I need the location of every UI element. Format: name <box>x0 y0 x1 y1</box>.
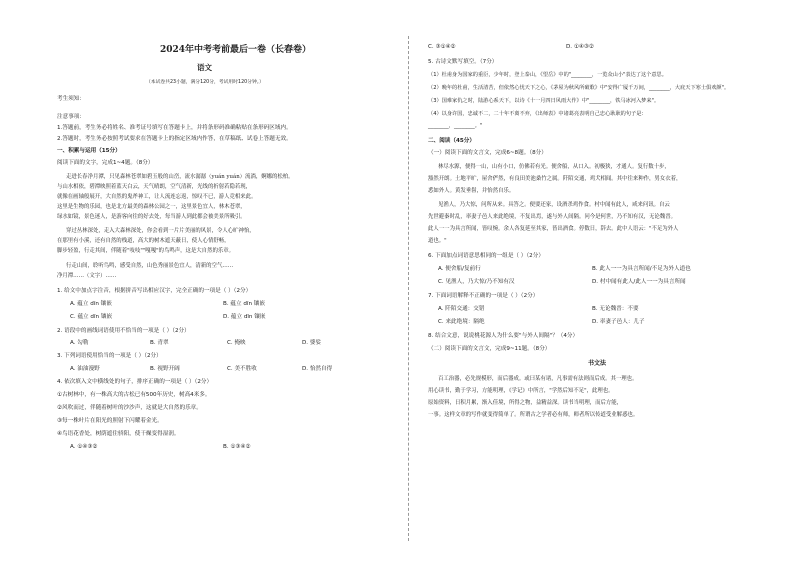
passage-line: 穿过丛林深处，走入大森林深处，你会看到一片片美丽的风景，令人心旷神怡， <box>66 228 255 234</box>
essay-line: 百工治器，必先规模形，而后器成。或曰某有诸，凡事需有法则而后成。其一理也。 <box>438 376 638 382</box>
q2-option-b[interactable]: B. 青翠 <box>150 340 169 346</box>
q4-option-c[interactable]: C. ③①④② <box>428 44 456 50</box>
passage-line: 就像在画轴般展开，大自然的鬼斧神工，让人流连忘返，惊叹不已，游人竞相来此。 <box>57 194 257 200</box>
essay-title: 书文法 <box>588 360 607 367</box>
q2-option-a[interactable]: A. 勾勒 <box>70 340 89 346</box>
essay-line: 一事。这样文章的写作就变得简单了。所谓古之学者必有师，师者所以传道受业解惑也。 <box>428 412 639 418</box>
q7-option-b[interactable]: B. 无论魏晋：不要 <box>592 306 639 312</box>
question-6: 6. 下面加点词语意思相同的一组是（ ）（2分） <box>428 253 544 259</box>
passage-line: 绿水如镜，景色迷人，是游客向往的好去处，每当游人到此都会被美景所吸引。 <box>57 214 246 220</box>
q6-option-b[interactable]: B. 此人一一为具言所闻/不足为外人道也 <box>592 266 691 272</box>
reading-1-intro: （一）阅读下面的文言文，完成6~8题。（8分） <box>428 150 547 156</box>
classical-line: 豁然开朗。土地平旷，屋舍俨然，有良田美池桑竹之属。阡陌交通，鸡犬相闻。其中往来种作，男女衣着， <box>428 176 682 182</box>
q4-sentence-4: ④鸟语花香处，树荫遮住骄阳，使干燥变得湿润。 <box>57 431 180 437</box>
q6-option-c[interactable]: C. 见渔人，乃大惊/乃不知有汉 <box>438 279 515 285</box>
reading-intro: 阅读下面的文字，完成1~4题。（8分） <box>57 160 154 166</box>
classical-line: 见渔人，乃大惊，问所从来。具答之。便要还家，设酒杀鸡作食。村中闻有此人，咸来问讯。自云 <box>438 202 670 208</box>
question-1: 1. 给文中加点字注音，根据拼音写出相应汉字，完全正确的一项是（ ）（2分） <box>57 288 252 294</box>
q6-option-d[interactable]: D. 村中闻有此人/此人一一为具言所闻 <box>592 279 686 285</box>
essay-line: 原始资料，日积月累，渐入佳境，所得之物，益精益深。读书当明理，而后方能， <box>428 400 623 406</box>
classical-line: 悉如外人。黄发垂髫，并怡然自乐。 <box>428 188 515 194</box>
q4-sentence-1: ①古树林中，有一株高大的古松已有500年历史，树高4米多。 <box>57 392 211 398</box>
classical-line: 林尽水源，便得一山，山有小口，仿佛若有光。便舍船，从口入。初极狭，才通人。复行数十步， <box>438 164 670 170</box>
question-4: 4. 依次填入文中横线处的句子，排序正确的一项是（ ）（2分） <box>57 379 213 385</box>
passage-line: 净月潭……（文字）…… <box>57 273 117 279</box>
classical-line: 先世避秦时乱，率妻子邑人来此绝境，不复出焉，遂与外人间隔。问今是何世，乃不知有汉，无论魏晋。 <box>428 214 676 220</box>
q4-sentence-2: ②风吹而过，伴随着树叶的沙沙声，这就是大自然的乐章。 <box>57 405 202 411</box>
q6-option-a[interactable]: A. 便舍船/复前行 <box>438 266 481 272</box>
q2-option-d[interactable]: D. 婆娑 <box>302 340 322 346</box>
q3-option-d[interactable]: D. 怡然自得 <box>302 366 333 372</box>
paper-title: 2024年中考考前最后一卷（长春卷） <box>160 45 312 55</box>
passage-line: 在那里有小溪，还有自然的栈道，高大的树木遮天蔽日，使人心情舒畅， <box>57 238 230 244</box>
passage-line: 行走山间，聆听鸟鸣，感受自然，山色秀丽景色宜人，清新的空气…… <box>66 263 234 269</box>
passage-line: 走进长春净月潭，只见森林苍翠如碧玉般的山峦，流水潺潺（yuán yuán）流淌，婀娜的松柏。 <box>66 174 294 180</box>
q5-item-2: （2）晚年的杜甫，生活清苦，但依然心忧天下之心，《茅屋为秋风所破歌》中"安得广厦千万间，________，大庇天下寒士俱欢颜"。 <box>428 85 730 91</box>
section-1-heading: 一、积累与运用（15分） <box>57 148 121 154</box>
classical-line: 道也。" <box>428 238 447 244</box>
notices-title: 注意事项： <box>57 114 85 120</box>
q3-option-b[interactable]: B. 视野开阔 <box>150 366 180 372</box>
classical-line: 此人一一为具言所闻，皆叹惋。余人各复延至其家，皆出酒食。停数日，辞去。此中人语云："不足为外人 <box>428 226 679 232</box>
question-5: 5. 古诗文默写填空。（7分） <box>428 59 498 65</box>
essay-line: 用心读书，勤于学习，方能明理，《学记》中所言，"学然后知不足"，此理也。 <box>428 388 614 394</box>
column-divider <box>408 36 409 541</box>
notice-2: 2.答题时，考生务必按照考试要求在答题卡上的指定区域内作答，在草稿纸、试卷上答题无效。 <box>57 136 292 142</box>
q5-item-4: （4）以身许国，忠诚不二，二十年不离不弃，《出师表》中诸葛亮表明自己忠心耿耿的句子是： <box>428 111 647 117</box>
exam-note: （本试卷共23小题，满分120分，考试用时120分钟。） <box>146 80 264 85</box>
q3-option-a[interactable]: A. 油油漫野 <box>70 366 100 372</box>
passage-line: 脚步轻盈，行走其间，伴随着"吱吱""嘎嘎"的鸟鸣声，这是大自然的乐章。 <box>57 248 235 254</box>
q7-option-d[interactable]: D. 率妻子邑人：儿子 <box>592 319 645 325</box>
q5-item-3: （3）国难家仇之时，陆游心系天下，以诗《十一月四日风雨大作》中"________，铁马冰河入梦来"。 <box>428 98 660 104</box>
passage-line: 与山水相依，碧潭映照着蓝天白云，天气晴朗，空气清新，光线的折射若隐若现， <box>57 184 252 190</box>
q3-option-c[interactable]: C. 美不胜收 <box>227 366 257 372</box>
q4-option-d[interactable]: D. ①④③② <box>566 44 594 50</box>
q2-option-c[interactable]: C. 掩映 <box>227 340 246 346</box>
right-column <box>416 0 794 562</box>
q5-item-4-blank: ________，________。" <box>428 123 483 129</box>
question-2: 2. 语段中的画线词语使用不恰当的一项是（ ）（2分） <box>57 328 190 334</box>
section-2-heading: 二、阅读（45分） <box>428 138 475 144</box>
q7-option-c[interactable]: C. 来此绝境：隔绝 <box>438 319 485 325</box>
instructions-title: 考生须知： <box>57 96 85 102</box>
q4-option-a[interactable]: A. ①④③② <box>70 444 98 450</box>
q1-option-d[interactable]: D. 蕴立 dīn 镶嵌 <box>223 314 266 320</box>
q4-sentence-3: ③每一株叶片在阳光的照射下闪耀着金光。 <box>57 418 163 424</box>
passage-line: 这里是生物的乐园，也是北方最美的森林公园之一，这里景色宜人，林木苍翠， <box>57 204 246 210</box>
question-3: 3. 下列词语使用恰当的一项是（ ）（2分） <box>57 353 162 359</box>
subject-label: 语文 <box>197 63 212 72</box>
q4-option-b[interactable]: B. ①③④② <box>223 444 251 450</box>
q1-option-b[interactable]: B. 蕴立 dīn 镶嵌 <box>223 301 265 307</box>
q1-option-c[interactable]: C. 蕴立 dīn 镶嵌 <box>70 314 113 320</box>
reading-2-intro: （二）阅读下面的文言文，完成9~11题。（8分） <box>428 346 551 352</box>
question-7: 7. 下面词语解释不正确的一项是（ ）（2分） <box>428 293 539 299</box>
q1-option-a[interactable]: A. 蕴立 dīn 镶嵌 <box>70 301 112 307</box>
q5-item-1: （1）杜甫身为国家的重臣，少年时，登上泰山，《望岳》中的"________，一览众山小"表达了这个意思。 <box>428 72 667 78</box>
q7-option-a[interactable]: A. 阡陌交通：交错 <box>438 306 485 312</box>
notice-1: 1.答题前，考生务必将姓名、准考证号填写在答题卡上，并将条形码准确粘贴在条形码区域内。 <box>57 125 292 131</box>
question-8: 8. 结合文意，说说桃花源人为什么要"与外人间隔"？（4分） <box>428 333 579 339</box>
